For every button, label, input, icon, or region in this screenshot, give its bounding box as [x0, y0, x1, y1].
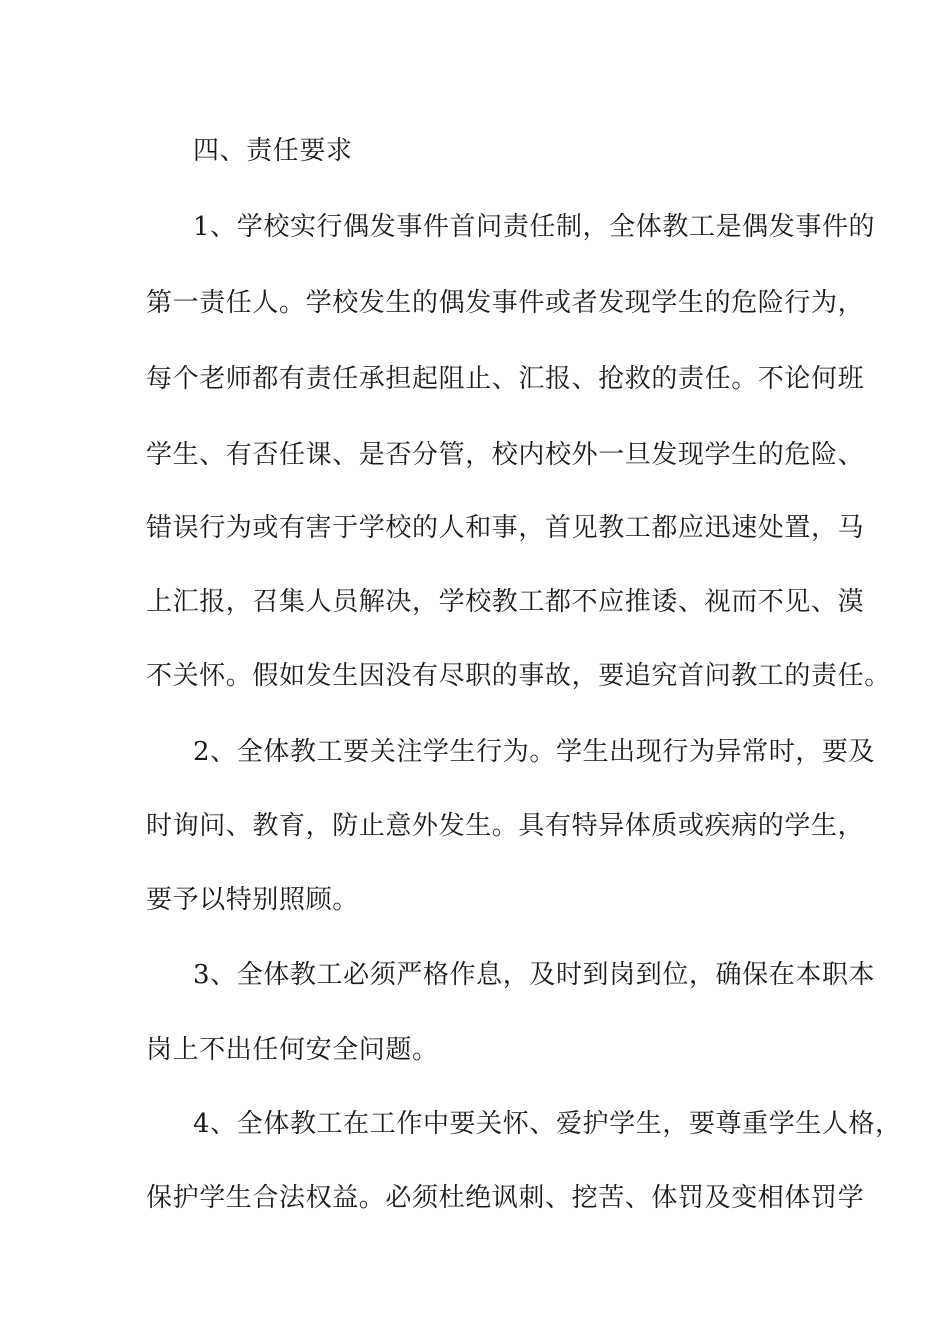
paragraph-line: 不关怀。假如发生因没有尽职的事故，要追究首问教工的责任。: [146, 661, 891, 691]
paragraph-line: 2、全体教工要关注学生行为。学生出现行为异常时，要及: [193, 737, 876, 767]
paragraph-line: 1、学校实行偶发事件首问责任制，全体教工是偶发事件的: [193, 212, 876, 242]
paragraph-line: 学生、有否任课、是否分管，校内校外一旦发现学生的危险、: [146, 440, 865, 470]
section-heading: 四、责任要求: [193, 136, 353, 166]
paragraph-line: 4、全体教工在工作中要关怀、爱护学生，要尊重学生人格，: [193, 1109, 902, 1139]
paragraph-line: 上汇报，召集人员解决，学校教工都不应推诿、视而不见、漠: [146, 587, 865, 617]
paragraph-line: 3、全体教工必须严格作息，及时到岗到位，确保在本职本: [193, 960, 876, 990]
paragraph-line: 要予以特别照顾。: [146, 885, 359, 915]
paragraph-line: 每个老师都有责任承担起阻止、汇报、抢救的责任。不论何班: [146, 364, 865, 394]
paragraph-line: 岗上不出任何安全问题。: [146, 1035, 439, 1065]
paragraph-line: 时询问、教育，防止意外发生。具有特异体质或疾病的学生，: [146, 811, 865, 841]
paragraph-line: 保护学生合法权益。必须杜绝讽刺、挖苦、体罚及变相体罚学: [146, 1183, 865, 1213]
paragraph-line: 第一责任人。学校发生的偶发事件或者发现学生的危险行为，: [146, 288, 865, 318]
paragraph-line: 错误行为或有害于学校的人和事，首见教工都应迅速处置，马: [146, 513, 865, 543]
